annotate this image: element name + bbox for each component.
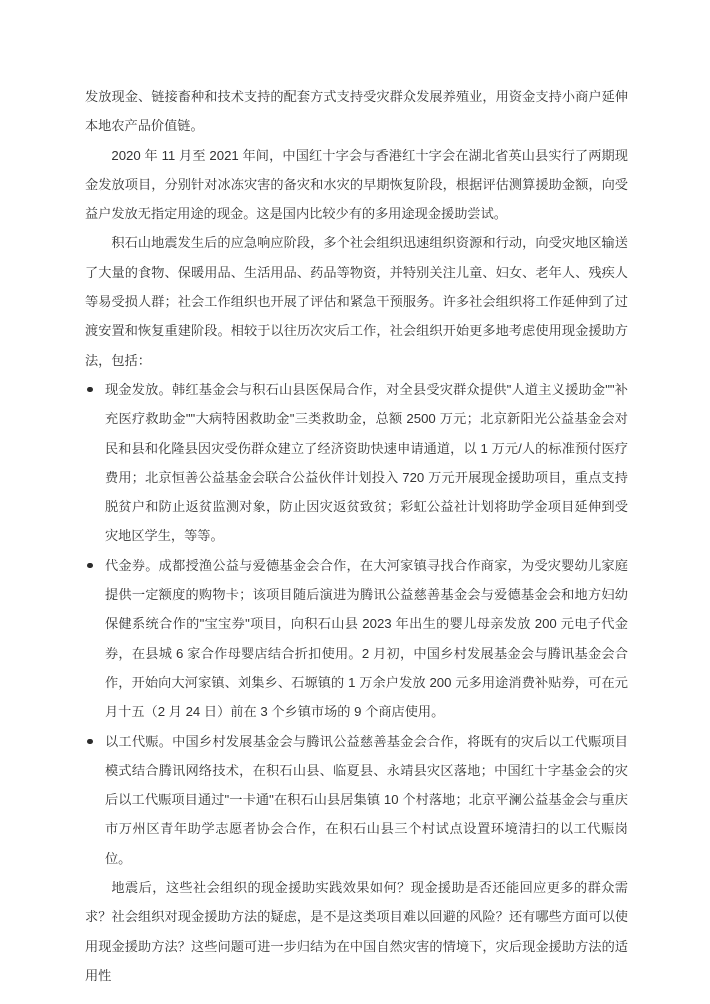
paragraph: 发放现金、链接畜种和技术支持的配套方式支持受灾群众发展养殖业，用资金支持小商户延伸本地农产品价值链。 (85, 89, 628, 134)
paragraph: 积石山地震发生后的应急响应阶段，多个社会组织迅速组织资源和行动，向受灾地区输送了大量的食物、保暖用品、生活用品、药品等物资，并特别关注儿童、妇女、老年人、残疾人等易受损人群；社会工作组织也开展了评估和紧急干预服务。许多社会组织将工作延伸到了过渡安置和恢复重建阶段。相较于以往历次灾后工作，社会组织开始更多地考虑使用现金援助方法，包括： (85, 235, 628, 368)
bullet-item-text: 现金发放。韩红基金会与积石山县医保局合作，对全县受灾群众提供"人道主义援助金""补充医疗救助金""大病特困救助金"三类救助金，总额 2500 万元；北京新阳光公益基金会对民和县和化隆县因灾受伤群众建立了经济资助快速申请通道，以 1 万元/人的标准预付医疗费用；北京恒善公益基金会联合公益伙伴计划投入 720 万元开展现金援助项目，重点支持脱贫户和防止返贫监测对象，防止因灾返贫致贫；彩虹公益社计划将助学金项目延伸到受灾地区学生，等等。 (105, 381, 628, 544)
paragraph: 地震后，这些社会组织的现金援助实践效果如何？现金援助是否还能回应更多的群众需求？社会组织对现金援助方法的疑虑，是不是这类项目难以回避的风险？还有哪些方面可以使用现金援助方法？这些问题可进一步归结为在中国自然灾害的情境下，灾后现金援助方法的适用性 (85, 880, 628, 983)
bullet-list-item (85, 551, 628, 727)
document-body-text (85, 82, 628, 990)
bullet-item-text: 代金券。成都授渔公益与爱德基金会合作，在大河家镇寻找合作商家，为受灾婴幼儿家庭提供一定额度的购物卡；该项目随后演进为腾讯公益慈善基金会与爱德基金会和地方妇幼保健系统合作的"宝宝券"项目，向积石山县 2023 年出生的婴儿母亲发放 200 元电子代金券，在县城 6 家合作母婴店结合折扣使用。2 月初，中国乡村发展基金会与腾讯基金会合作，开始向大河家镇、刘集乡、石塬镇的 1 万余户发放 200 元多用途消费补贴券，可在元月十五（2 月 24 日）前在 3 个乡镇市场的 9 个商店使用。 (105, 557, 628, 720)
bullet-item-text: 以工代赈。中国乡村发展基金会与腾讯公益慈善基金会合作，将既有的灾后以工代赈项目模式结合腾讯网络技术，在积石山县、临夏县、永靖县灾区落地；中国红十字基金会的灾后以工代赈项目通过"一卡通"在积石山县居集镇 10 个村落地；北京平澜公益基金会与重庆市万州区青年助学志愿者协会合作，在积石山县三个村试点设置环境清扫的以工代赈岗位。 (105, 733, 628, 866)
bullet-list-item (85, 727, 628, 873)
bullet-icon (87, 387, 93, 393)
bullet-icon (87, 739, 93, 745)
paragraph: 2020 年 11 月至 2021 年间，中国红十字会与香港红十字会在湖北省英山县实行了两期现金发放项目，分别针对冰冻灾害的备灾和水灾的早期恢复阶段，根据评估测算援助金额，向受益户发放无指定用途的现金。这是国内比较少有的多用途现金援助尝试。 (85, 147, 628, 222)
bullet-icon (87, 563, 93, 569)
bullet-list-item (85, 375, 628, 551)
